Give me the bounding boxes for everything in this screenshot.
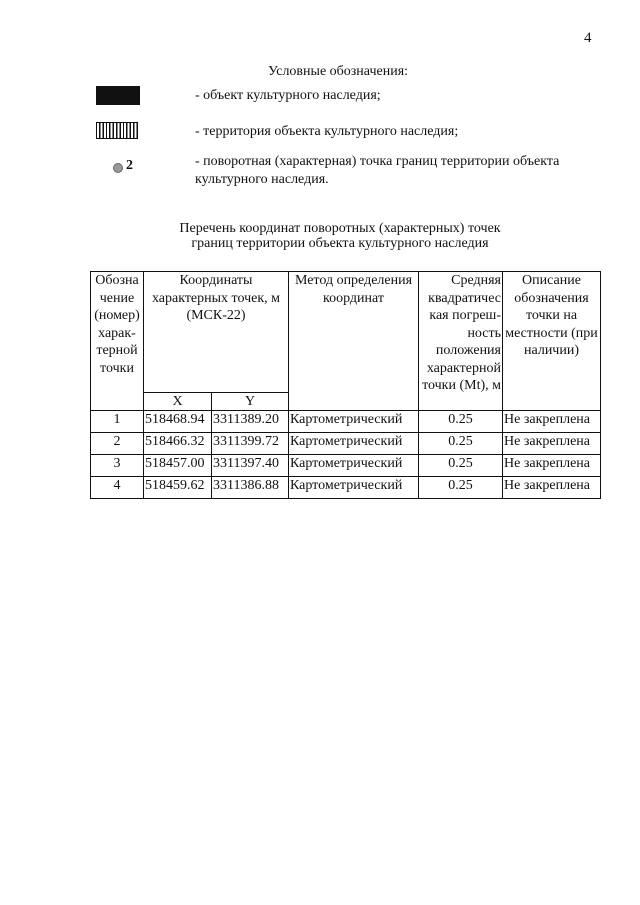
cell-y: 3311389.20 (212, 411, 289, 433)
cell-method: Картометрический (289, 455, 419, 477)
cell-description: Не закреплена (503, 455, 601, 477)
legend-item-turning-point: - поворотная (характерная) точка границ территории объекта культурного наследия. (195, 154, 560, 187)
cell-error: 0.25 (419, 477, 503, 499)
cell-method: Картометрический (289, 411, 419, 433)
cell-error: 0.25 (419, 433, 503, 455)
cell-method: Картометрический (289, 433, 419, 455)
legend-item-territory: - территория объекта культурного наследия; (195, 124, 459, 139)
header-method: Метод определения координат (289, 272, 419, 411)
cell-point-number: 1 (91, 411, 144, 433)
header-coordinates: Координаты характерных точек, м (МСК-22) (144, 272, 289, 393)
table-row (91, 433, 601, 455)
cell-x: 518466.32 (144, 433, 212, 455)
cell-x: 518457.00 (144, 455, 212, 477)
coordinates-table (90, 271, 601, 499)
page-number: 4 (584, 30, 592, 46)
cell-y: 3311386.88 (212, 477, 289, 499)
cell-description: Не закреплена (503, 411, 601, 433)
cell-error: 0.25 (419, 455, 503, 477)
cell-description: Не закреплена (503, 477, 601, 499)
legend-item-cultural-object: - объект культурного наследия; (195, 88, 381, 103)
cell-point-number: 4 (91, 477, 144, 499)
header-x: X (144, 392, 212, 411)
cell-y: 3311397.40 (212, 455, 289, 477)
header-error: Средняя квадратичес кая погреш-ность положения характерной точки (Mt), м (419, 272, 503, 411)
cell-description: Не закреплена (503, 433, 601, 455)
header-y: Y (212, 392, 289, 411)
cell-error: 0.25 (419, 411, 503, 433)
cell-method: Картометрический (289, 477, 419, 499)
heading-line-1: Перечень координат поворотных (характерных) точек (179, 221, 501, 236)
legend-title: Условные обозначения: (268, 64, 409, 79)
hatched-rectangle-icon (96, 122, 138, 139)
table-row (91, 455, 601, 477)
black-rectangle-icon (96, 86, 140, 105)
header-point-number: Обозна чение (номер) харак-терной точки (91, 272, 144, 411)
cell-x: 518468.94 (144, 411, 212, 433)
cell-y: 3311399.72 (212, 433, 289, 455)
gray-dot-icon (113, 163, 123, 173)
heading-line-2: границ территории объекта культурного наследия (191, 236, 489, 251)
point-symbol-label: 2 (126, 158, 133, 173)
cell-point-number: 3 (91, 455, 144, 477)
coordinates-heading (0, 221, 640, 251)
header-description: Описание обозначения точки на местности (при наличии) (503, 272, 601, 411)
table-header-row (91, 272, 601, 393)
table-row (91, 477, 601, 499)
cell-x: 518459.62 (144, 477, 212, 499)
cell-point-number: 2 (91, 433, 144, 455)
table-row (91, 411, 601, 433)
